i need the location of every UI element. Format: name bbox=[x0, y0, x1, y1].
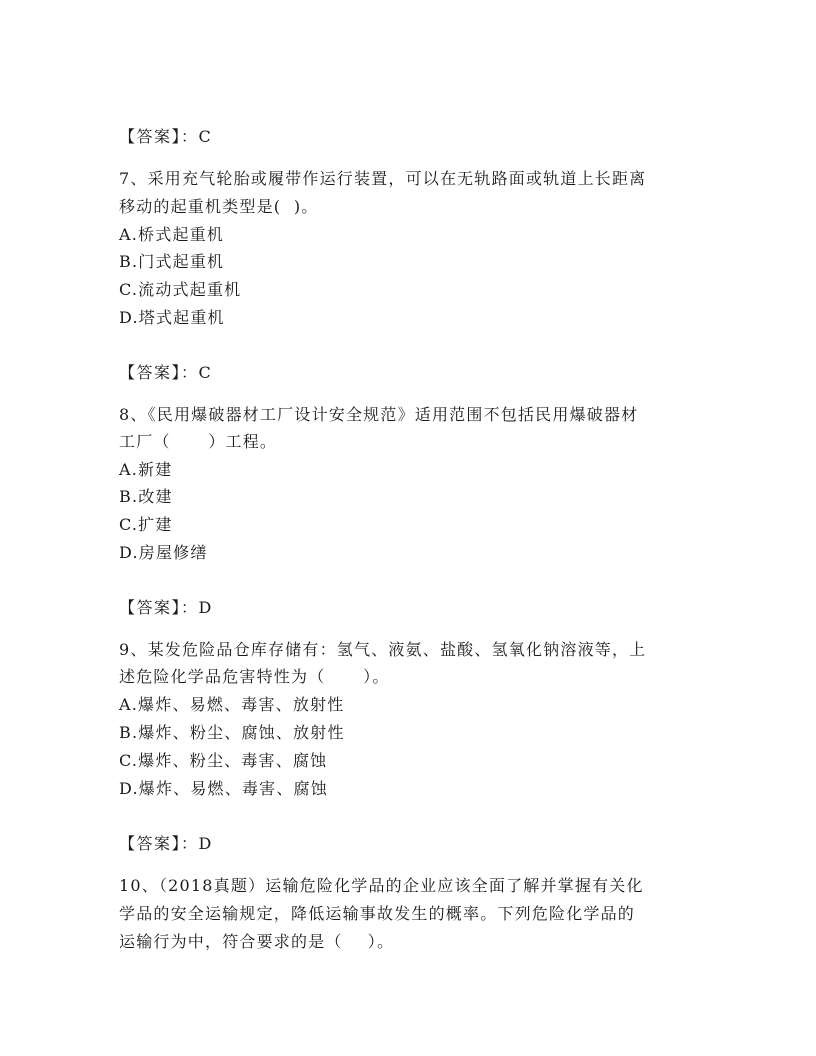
question-7-stem-line-1: 7、采用充气轮胎或履带作运行装置，可以在无轨路面或轨道上长距离 bbox=[119, 169, 647, 188]
question-9-stem-line-1: 9、某发危险品仓库存储有：氢气、液氨、盐酸、氢氧化钠溶液等，上 bbox=[119, 640, 647, 659]
answer-q9: 【答案】：D bbox=[119, 834, 213, 853]
question-8-option-b: B.改建 bbox=[119, 487, 173, 506]
question-8-stem-line-2: 工厂（ ）工程。 bbox=[119, 432, 278, 451]
question-8-option-d: D.房屋修缮 bbox=[119, 543, 208, 562]
question-10-stem-line-1: 10、（2018真题）运输危险化学品的企业应该全面了解并掌握有关化 bbox=[119, 876, 644, 895]
question-10-stem-line-2: 学品的安全运输规定，降低运输事故发生的概率。下列危险化学品的 bbox=[119, 904, 636, 923]
question-9-option-c: C.爆炸、粉尘、毒害、腐蚀 bbox=[119, 751, 328, 770]
question-9-stem-line-2: 述危险化学品危害特性为（ ）。 bbox=[119, 667, 390, 686]
question-8-stem-line-1: 8、《民用爆破器材工厂设计安全规范》适用范围不包括民用爆破器材 bbox=[119, 405, 639, 424]
question-7-option-a: A.桥式起重机 bbox=[119, 225, 225, 244]
question-8-option-c: C.扩建 bbox=[119, 515, 173, 534]
question-7-option-c: C.流动式起重机 bbox=[119, 280, 242, 299]
question-7-stem-line-2: 移动的起重机类型是( )。 bbox=[119, 197, 319, 216]
question-9-option-b: B.爆炸、粉尘、腐蚀、放射性 bbox=[119, 723, 345, 742]
question-9-option-a: A.爆炸、易燃、毒害、放射性 bbox=[119, 695, 345, 714]
answer-q6: 【答案】：C bbox=[119, 127, 213, 146]
answer-q8: 【答案】：D bbox=[119, 598, 213, 617]
question-9-option-d: D.爆炸、易燃、毒害、腐蚀 bbox=[119, 779, 328, 798]
answer-q7: 【答案】：C bbox=[119, 363, 213, 382]
question-10-stem-line-3: 运输行为中，符合要求的是（ ）。 bbox=[119, 932, 395, 951]
question-8-option-a: A.新建 bbox=[119, 460, 173, 479]
question-7-option-d: D.塔式起重机 bbox=[119, 308, 225, 327]
question-7-option-b: B.门式起重机 bbox=[119, 252, 225, 271]
